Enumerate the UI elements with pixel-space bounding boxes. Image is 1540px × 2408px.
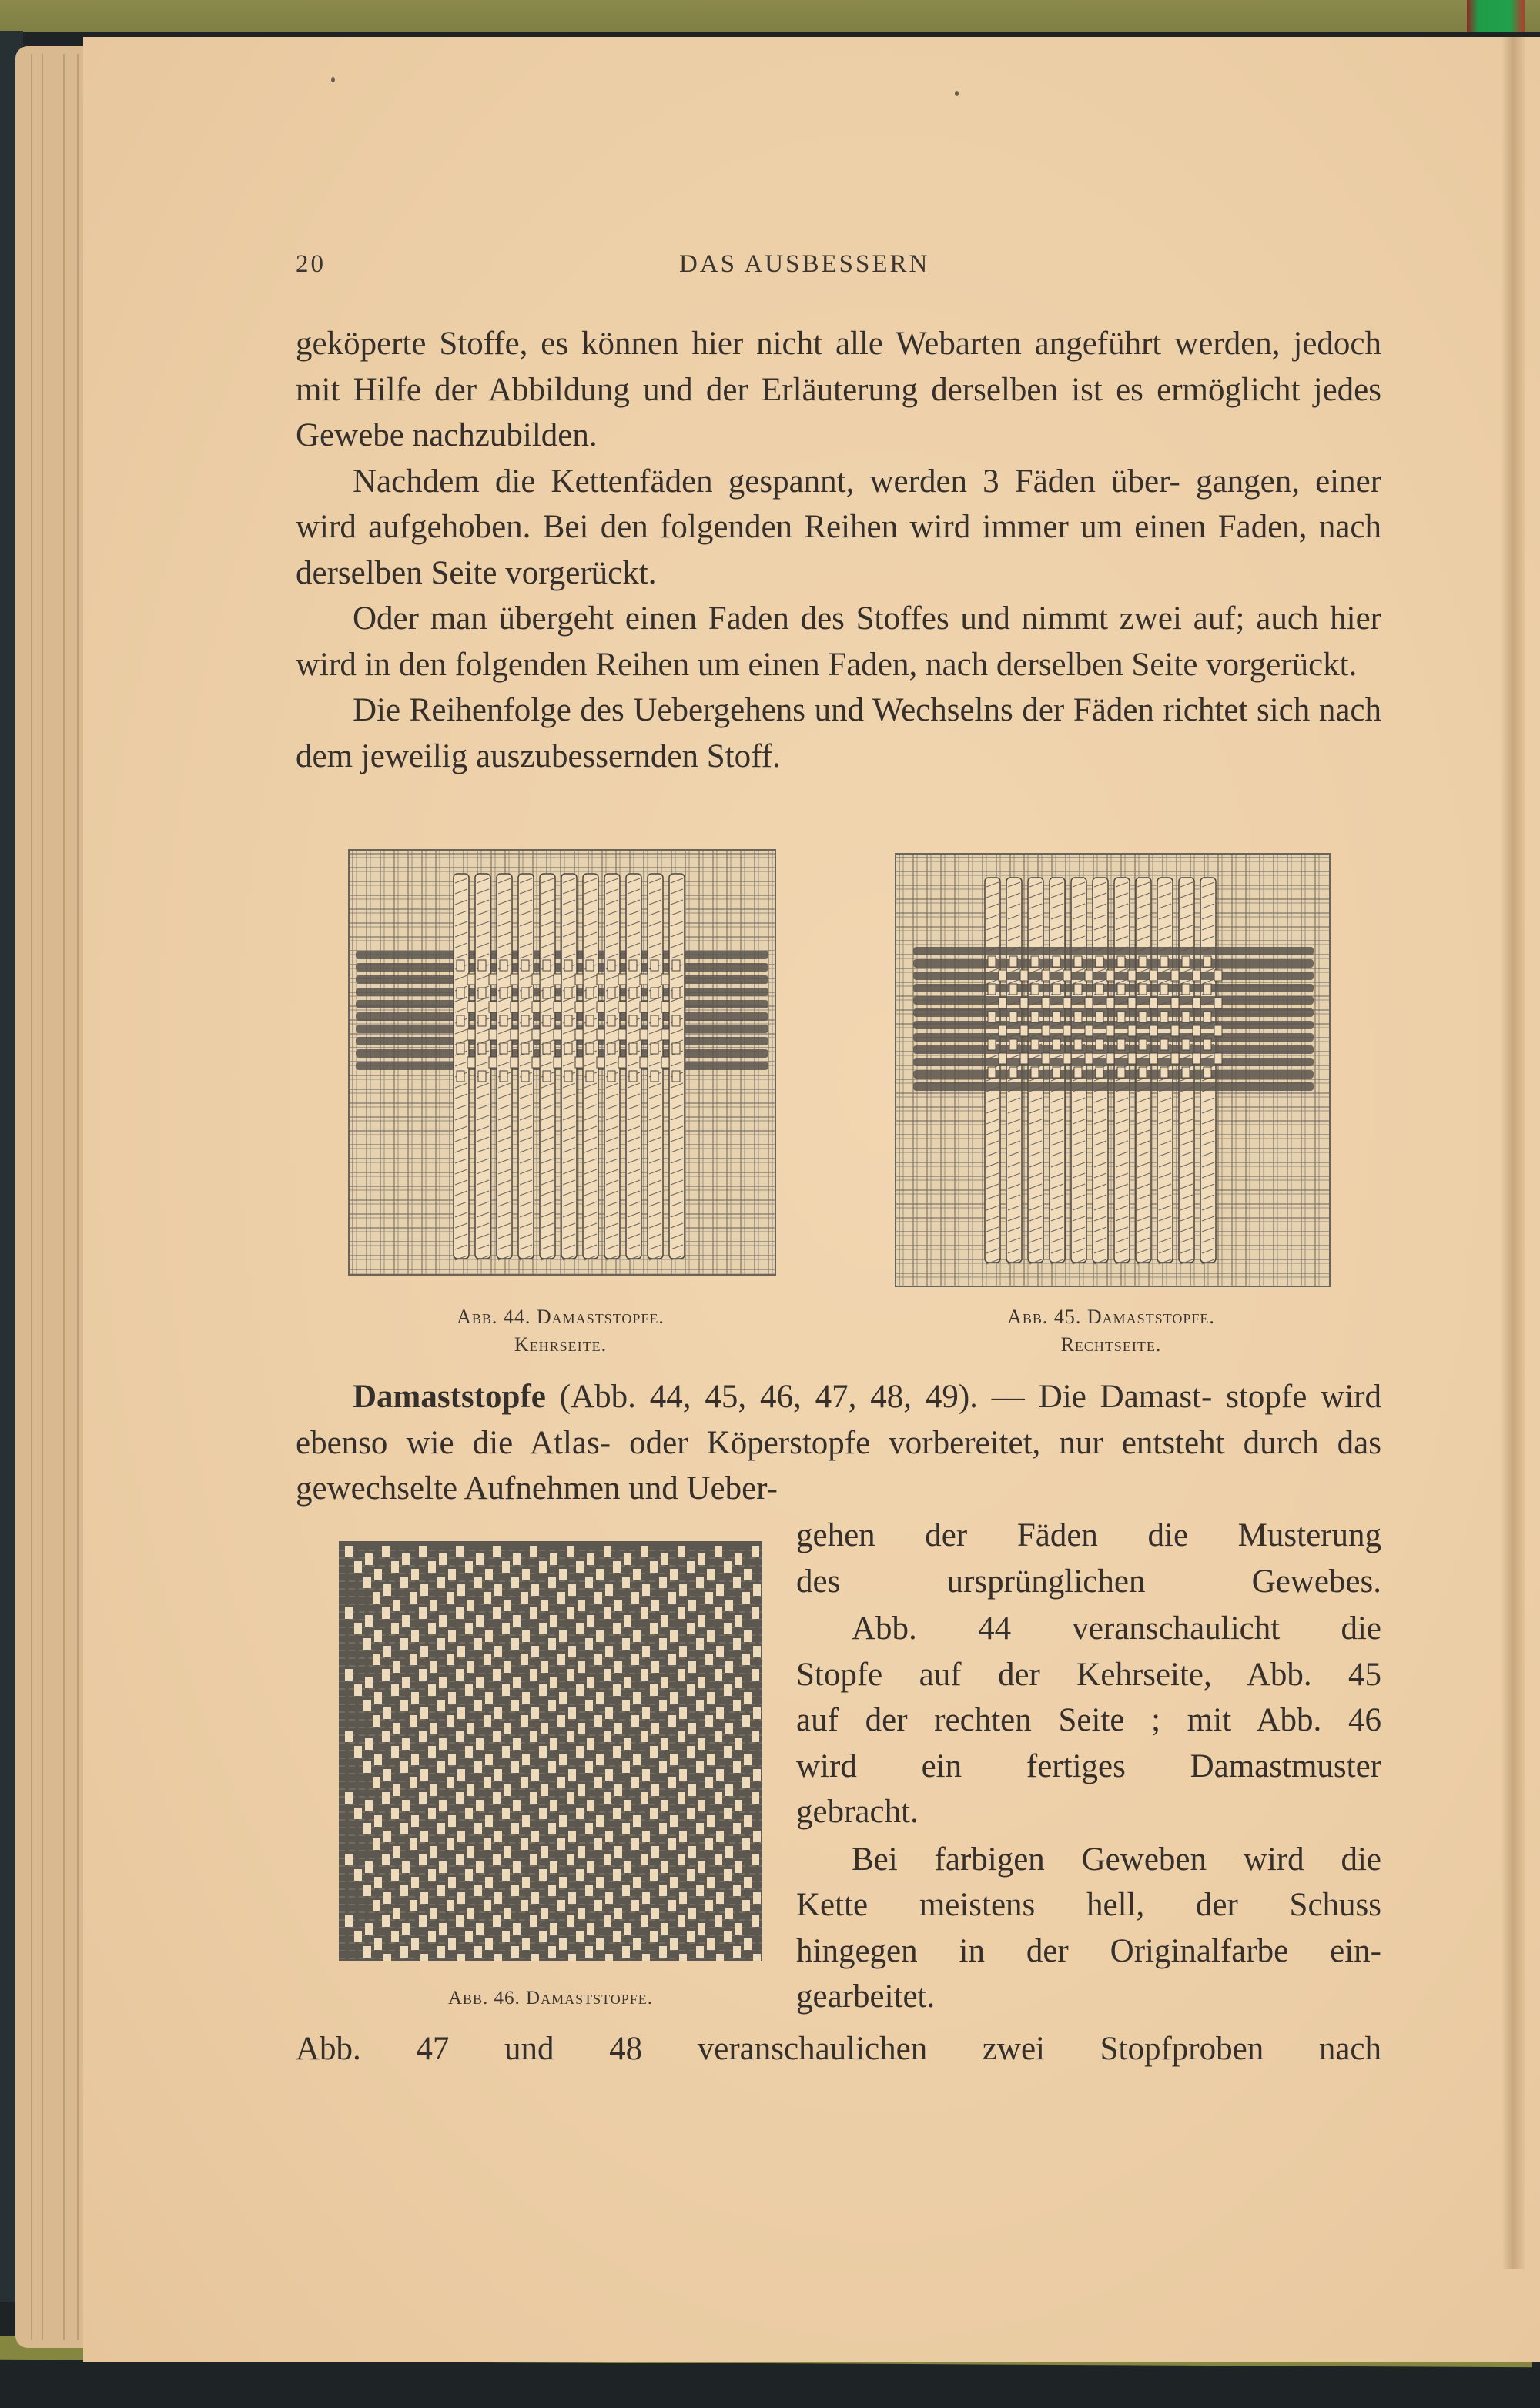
caption-line: Abb. 45. Damaststopfe. [1007,1306,1215,1328]
text-line: nur entsteht durch das gewechselte Aufnehmen und Ueber- [296,1424,1382,1507]
paragraph [296,596,1381,687]
text-line: Stopfe auf der Kehrseite, Abb. 45 [796,1656,1381,1693]
figure-abb-46-caption [339,1985,762,2012]
body-text-damast [296,1374,1381,1512]
text-line: immer um einen Faden, nach derselben Seite vorgerückt. [296,509,1382,591]
paragraph [296,687,1381,779]
page-number: 20 [296,250,326,278]
running-head-title: DAS AUSBESSERN [679,250,930,278]
section-heading: Damaststopfe [353,1379,546,1415]
text-line: des ursprünglichen Gewebes. [796,1563,1381,1600]
figure-abb-44-illustration [348,849,776,1276]
paper-speck [331,77,335,82]
paragraph [296,2026,1381,2072]
caption-line: Abb. 46. Damaststopfe. [447,1988,654,2008]
figure-abb-44-caption [348,1303,773,1359]
text-line: Nachdem die Kettenfäden gespannt, werden 3 Fäden über- [353,463,1180,500]
body-text-float [796,1513,1381,2020]
figure-abb-45-caption [895,1303,1327,1359]
text-line: (Abb. 44, 45, 46, 47, 48, 49). — Die Damast- [545,1379,1213,1415]
paragraph [796,1606,1381,1835]
text-line: geköperte Stoffe, es können hier nicht alle Webarten angeführt [296,326,1162,362]
text-line: Die Reihenfolge des Uebergehens und Wechselns der Fäden [353,692,1154,728]
page-gutter [1502,37,1525,2269]
text-line: gehen der Fäden die Musterung [796,1517,1381,1553]
text-line: gebracht. [796,1794,919,1830]
text-line: stopfe wird ebenso wie die Atlas- oder Köperstopfe vorbereitet, [296,1379,1382,1461]
body-text-top [296,321,1381,779]
paragraph [296,459,1381,597]
text-line: Faden, nach derselben Seite vorgerückt. [828,646,1358,683]
text-line: werden, jedoch mit Hilfe der Abbildung und der Erläuterung [296,326,1382,408]
text-line: richtet sich nach dem jeweilig auszubessernden Stoff. [296,692,1381,774]
body-text-closing [296,2026,1381,2072]
warp-threads [454,874,685,1260]
text-line: hingegen in der Originalfarbe ein- [796,1932,1381,1969]
paper-speck [955,91,959,96]
caption-line: Kehrseite. [514,1333,608,1356]
text-line: zwei auf; auch hier wird in den folgenden Reihen um einen [296,600,1381,683]
text-line: gangen, einer wird aufgehoben. Bei den folgenden Reihen wird [296,463,1382,545]
paragraph [796,1513,1381,1604]
paragraph [796,1837,1381,2020]
running-header [296,250,1374,289]
text-line: Abb. 47 und 48 veranschaulichen zwei Stopfproben nach [296,2031,1381,2067]
caption-line: Rechtseite. [1060,1333,1162,1356]
bookmark-ribbon [1467,0,1525,32]
text-line: wird ein fertiges Damastmuster [796,1747,1381,1784]
text-line: Kette meistens hell, der Schuss [796,1887,1381,1923]
text-line: Oder man übergeht einen Faden des Stoffes und nimmt [353,600,1108,637]
text-line: gearbeitet. [796,1978,936,2015]
text-line: Bei farbigen Geweben wird die [852,1841,1381,1878]
paragraph [296,1374,1381,1512]
paragraph [296,321,1381,459]
text-line: auf der rechten Seite ; mit Abb. 46 [796,1702,1381,1738]
figure-abb-45-illustration [895,853,1331,1287]
text-line: Abb. 44 veranschaulicht die [852,1610,1381,1647]
figure-abb-46-illustration [339,1541,762,1961]
book-cover-top [0,0,1540,32]
text-line: derselben ist es ermöglicht jedes Gewebe nachzubilden. [296,371,1381,453]
caption-line: Abb. 44. Damaststopfe. [457,1306,665,1328]
